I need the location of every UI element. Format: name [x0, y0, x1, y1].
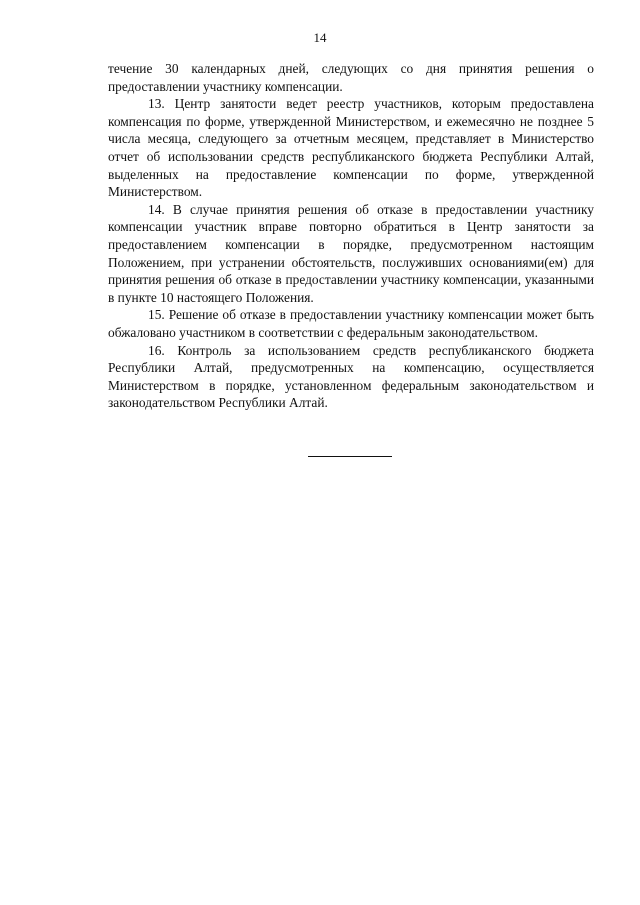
page-number: 14 [313, 30, 327, 45]
paragraph-continuation: течение 30 календарных дней, следующих со дня принятия решения о предоставлении участнику компенсации. [108, 61, 594, 94]
document-body [108, 60, 594, 412]
paragraph-13: 13. Центр занятости ведет реестр участников, которым предоставлена компенсация по форме, утвержденной Министерством, и ежемесячно не позднее 5 числа месяца, следующего за отчетным месяцем, представляет в Министерство отчет об использовании средств республиканского бюджета Республики Алтай, выделенных на предоставление компенсации по форме, утвержденной Министерством. [108, 96, 594, 200]
paragraph-15: 15. Решение об отказе в предоставлении участнику компенсации может быть обжаловано участником в соответствии с федеральным законодательством. [108, 307, 594, 340]
end-of-document-rule [308, 456, 392, 457]
paragraph-14: 14. В случае принятия решения об отказе в предоставлении участнику компенсации участник вправе повторно обратиться в Центр занятости за предоставлением компенсации в порядке, предусмотренном настоящим Положением, при устранении обстоятельств, послуживших основаниями(ем) для принятия решения об отказе в предоставлении участнику компенсации, указанными в пункте 10 настоящего Положения. [108, 201, 594, 305]
paragraph-16: 16. Контроль за использованием средств республиканского бюджета Республики Алтай, предусмотренных на компенсацию, осуществляется Министерством в порядке, установленном федеральным законодательством и законодательством Республики Алтай. [108, 342, 594, 411]
